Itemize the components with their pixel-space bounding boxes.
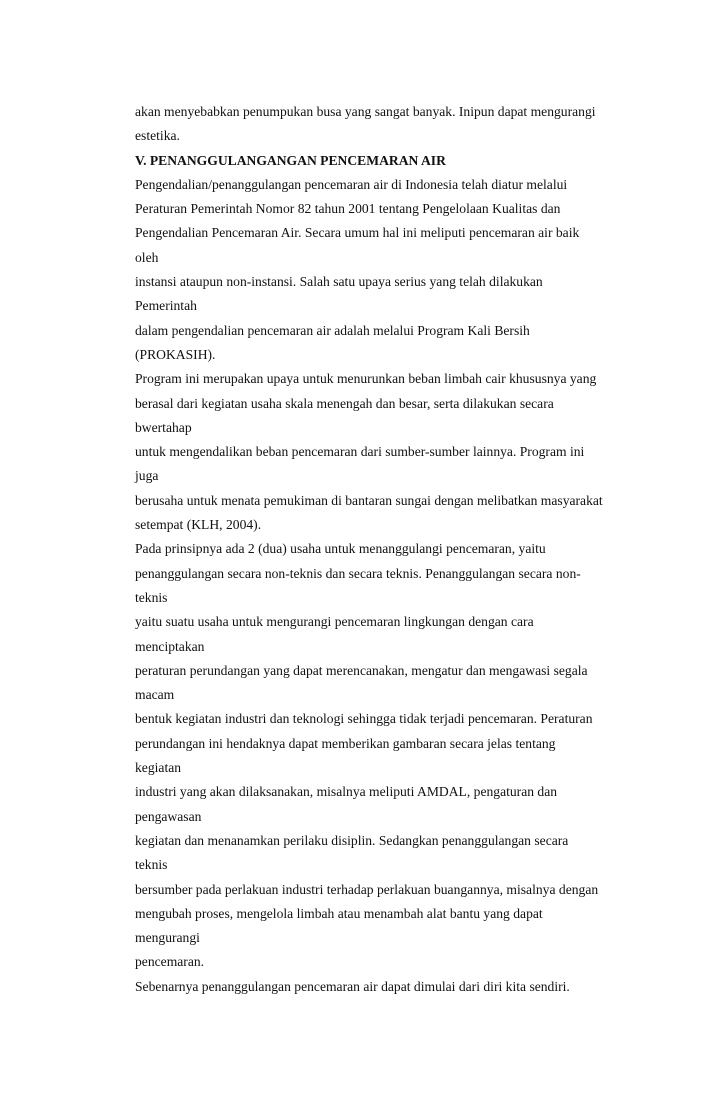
text-line: Pengendalian Pencemaran Air. Secara umum hal ini meliputi pencemaran air baik [135, 225, 580, 241]
text-line: menciptakan [135, 638, 205, 654]
text-line: penanggulangan secara non-teknis dan secara teknis. Penanggulangan secara non- [135, 565, 581, 581]
text-line: berusaha untuk menata pemukiman di bantaran sungai dengan melibatkan masyarakat [135, 492, 603, 508]
text-line: Pemerintah [135, 298, 197, 314]
document-body [135, 100, 655, 999]
text-line: bersumber pada perlakuan industri terhadap perlakuan buangannya, misalnya dengan [135, 881, 599, 897]
text-line: mengurangi [135, 930, 200, 946]
text-line: teknis [135, 857, 168, 873]
text-line: Peraturan Pemerintah Nomor 82 tahun 2001 tentang Pengelolaan Kualitas dan [135, 201, 561, 217]
text-line: oleh [135, 249, 159, 265]
text-line: Pengendalian/penanggulangan pencemaran air di Indonesia telah diatur melalui [135, 176, 568, 192]
text-line: yaitu suatu usaha untuk mengurangi pencemaran lingkungan dengan cara [135, 614, 534, 630]
text-line: Program ini merupakan upaya untuk menurunkan beban limbah cair khususnya yang [135, 371, 597, 387]
text-line: macam [135, 687, 175, 703]
text-line: estetika. [135, 128, 180, 144]
text-line: bentuk kegiatan industri dan teknologi sehingga tidak terjadi pencemaran. Peraturan [135, 711, 593, 727]
text-line: mengubah proses, mengelola limbah atau menambah alat bantu yang dapat [135, 905, 543, 921]
text-line: dalam pengendalian pencemaran air adalah melalui Program Kali Bersih [135, 322, 530, 338]
text-line: industri yang akan dilaksanakan, misalnya meliputi AMDAL, pengaturan dan [135, 784, 558, 800]
text-line: peraturan perundangan yang dapat merencanakan, mengatur dan mengawasi segala [135, 662, 588, 678]
text-line: pencemaran. [135, 954, 205, 970]
text-line: untuk mengendalikan beban pencemaran dari sumber-sumber lainnya. Program ini [135, 444, 585, 460]
text-line: teknis [135, 589, 168, 605]
text-line: bwertahap [135, 419, 192, 435]
text-line: instansi ataupun non-instansi. Salah satu upaya serius yang telah dilakukan [135, 274, 543, 290]
text-line: berasal dari kegiatan usaha skala menengah dan besar, serta dilakukan secara [135, 395, 554, 411]
text-line: kegiatan [135, 760, 182, 776]
section-heading: V. PENANGGULANGANGAN PENCEMARAN AIR [135, 152, 446, 168]
text-line: Pada prinsipnya ada 2 (dua) usaha untuk menanggulangi pencemaran, yaitu [135, 541, 546, 557]
text-line: pengawasan [135, 808, 202, 824]
text-line: kegiatan dan menanamkan perilaku disiplin. Sedangkan penanggulangan secara [135, 832, 569, 848]
text-line: (PROKASIH). [135, 346, 216, 362]
text-line: Sebenarnya penanggulangan pencemaran air dapat dimulai dari diri kita sendiri. [135, 978, 570, 994]
text-line: akan menyebabkan penumpukan busa yang sangat banyak. Inipun dapat mengurangi [135, 104, 596, 119]
text-line: setempat (KLH, 2004). [135, 517, 262, 533]
text-line: juga [135, 468, 159, 484]
text-line: perundangan ini hendaknya dapat memberikan gambaran secara jelas tentang [135, 735, 556, 751]
